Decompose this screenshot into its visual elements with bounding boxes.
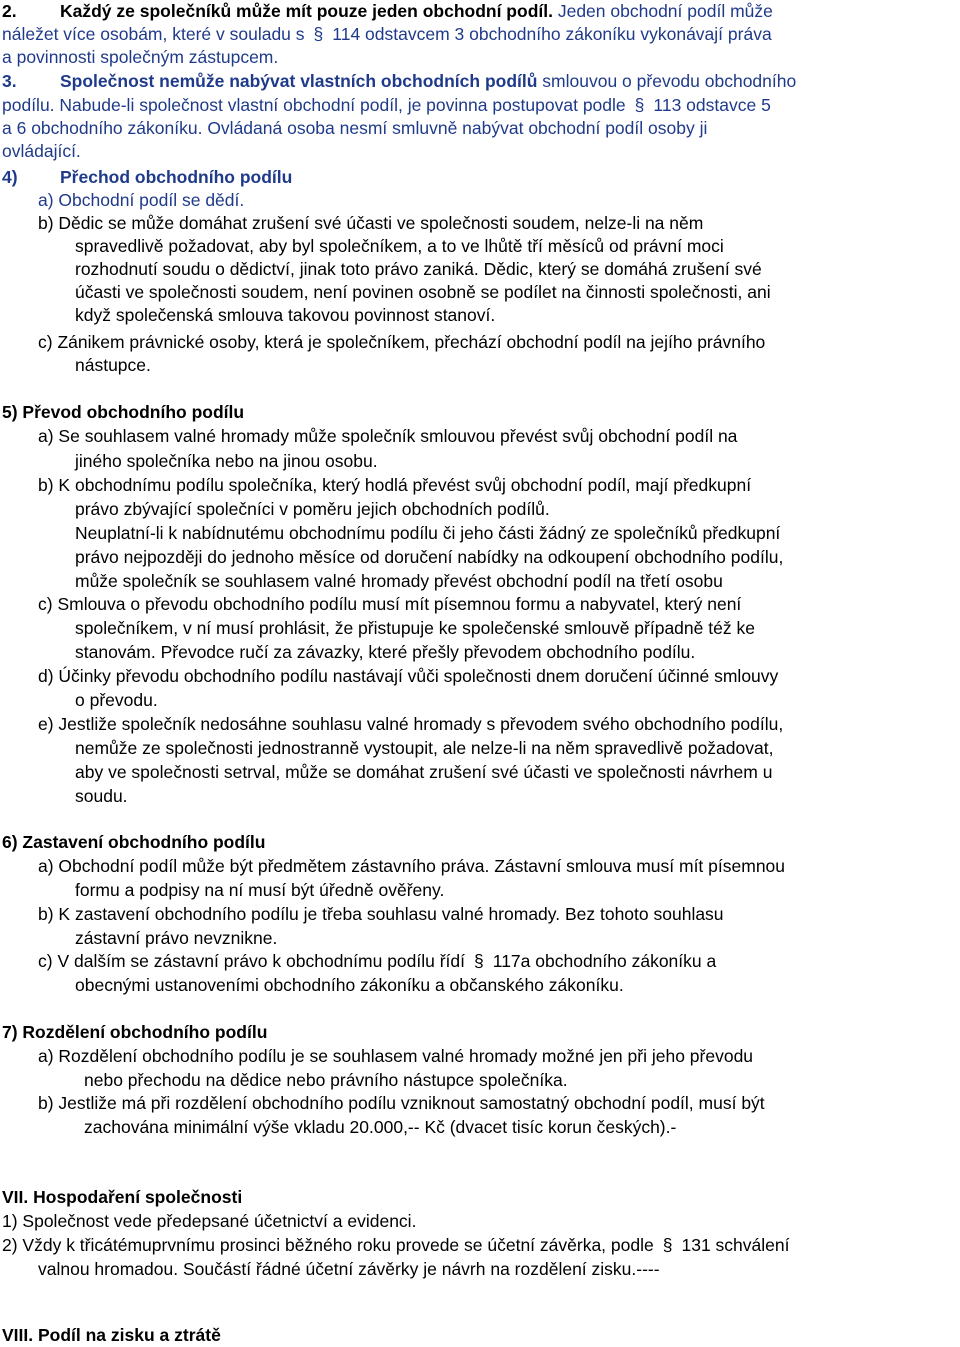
paragraph-text: Dědic, který se domáhá zrušení své xyxy=(483,259,762,279)
paragraph-3-line-2 xyxy=(2,94,771,117)
section-4-item-b-line-1: b) Dědic se může domáhat zrušení své účasti ve společnosti soudem, nelze-li na něm xyxy=(38,213,704,233)
paragraph-text: 114 odstavcem 3 obchodního zákoníku vykonávají práva xyxy=(332,24,772,44)
section-5-item-b-line-2: právo zbývající společníci v poměru jejich obchodních podílů. xyxy=(75,499,550,519)
section-viii-heading: VIII. Podíl na zisku a ztrátě xyxy=(2,1325,221,1345)
section-sign: § xyxy=(313,24,324,44)
section-5-item-e-line-2: nemůže ze společnosti jednostranně vystoupit, ale nelze-li na něm spravedlivě požadovat, xyxy=(75,738,774,758)
paragraph-text: Jeden obchodní podíl může xyxy=(557,1,773,21)
section-sign: § xyxy=(662,1235,673,1255)
section-7-item-b-line-1: b) Jestliže má při rozdělení obchodního podílu vzniknout samostatný obchodní podíl, musí být xyxy=(38,1093,765,1113)
heading-number: 4) xyxy=(2,167,18,187)
paragraph-3-line-1 xyxy=(2,70,797,93)
section-5-item-c-line-1: c) Smlouva o převodu obchodního podílu musí mít písemnou formu a nabyvatel, který není xyxy=(38,594,742,614)
paragraph-2-line-3: a povinnosti společným zástupcem. xyxy=(2,47,279,67)
paragraph-2-line-2 xyxy=(2,23,772,46)
section-6-item-c-line-1 xyxy=(38,950,716,973)
section-4-item-c-line-2: nástupce. xyxy=(75,355,151,375)
section-4-heading xyxy=(2,166,293,189)
section-6-item-b-line-2: zástavní právo nevznikne. xyxy=(75,928,278,948)
paragraph-text: Ovládaná osoba nesmí smluvně nabývat obchodní podíl osoby ji xyxy=(207,118,708,138)
paragraph-text: náležet více osobám, které v souladu s xyxy=(2,24,305,44)
heading-text: Přechod obchodního podílu xyxy=(60,167,293,187)
section-5-item-b-line-4: právo nejpozději do jednoho měsíce od doručení nabídky na odkoupení obchodního podílu, xyxy=(75,547,784,567)
section-5-item-a-line-1: a) Se souhlasem valné hromady může společník smlouvou převést svůj obchodní podíl na xyxy=(38,426,738,446)
paragraph-lead: Společnost nemůže nabývat vlastních obchodních podílů xyxy=(60,71,538,91)
section-5-item-e-line-3: aby ve společnosti setrval, může se domáhat zrušení své účasti ve společnosti návrhem u xyxy=(75,762,773,782)
section-4-item-a: a) Obchodní podíl se dědí. xyxy=(38,190,245,210)
paragraph-number: 3. xyxy=(2,71,17,91)
paragraph-text: a 6 obchodního zákoníku. xyxy=(2,118,203,138)
paragraph-3-line-4: ovládající. xyxy=(2,141,81,161)
section-7-item-b-line-2: zachována minimální výše vkladu 20.000,-- Kč (dvacet tisíc korun českých).- xyxy=(84,1117,677,1137)
section-5-heading: 5) Převod obchodního podílu xyxy=(2,402,245,422)
section-5-item-b-line-5: může společník se souhlasem valné hromady převést obchodní podíl na třetí osobu xyxy=(75,571,723,591)
section-5-item-c-line-3: stanovám. Převodce ručí za závazky, které přešly převodem obchodního podílu. xyxy=(75,642,696,662)
section-sign: § xyxy=(474,951,484,971)
paragraph-3-line-3 xyxy=(2,117,707,140)
paragraph-text: podílu. xyxy=(2,95,55,115)
paragraph-text: 131 schválení xyxy=(681,1235,790,1255)
section-4-item-b-line-5: když společenská smlouva takovou povinnost stanoví. xyxy=(75,305,496,325)
paragraph-text: Nabude-li společnost vlastní obchodní podíl, je povinna postupovat podle xyxy=(59,95,626,115)
section-sign: § xyxy=(634,95,645,115)
section-4-item-b-line-2: spravedlivě požadovat, aby byl společníkem, a to ve lhůtě tří měsíců od právní moci xyxy=(75,236,724,256)
section-6-item-c-line-2: obecnými ustanoveními obchodního zákoníku a občanského zákoníku. xyxy=(75,975,624,995)
paragraph-text: 113 odstavce 5 xyxy=(653,95,771,115)
section-vii-item-2-line-1 xyxy=(2,1234,789,1257)
paragraph-number: 2. xyxy=(2,1,17,21)
section-5-item-e-line-4: soudu. xyxy=(75,786,128,806)
section-vii-item-2-line-2: valnou hromadou. Součástí řádné účetní závěrky je návrh na rozdělení zisku.---- xyxy=(38,1259,660,1279)
section-5-item-c-line-2: společníkem, v ní musí prohlásit, že přistupuje ke společenské smlouvě případně též ke xyxy=(75,618,755,638)
section-vii-heading: VII. Hospodaření společnosti xyxy=(2,1187,243,1207)
paragraph-lead: Každý ze společníků může mít pouze jeden obchodní podíl. xyxy=(60,1,553,21)
section-5-item-a-line-2: jiného společníka nebo na jinou osobu. xyxy=(75,451,378,471)
section-5-item-e-line-1: e) Jestliže společník nedosáhne souhlasu valné hromady s převodem svého obchodního podílu, xyxy=(38,714,784,734)
section-7-item-a-line-1: a) Rozdělení obchodního podílu je se souhlasem valné hromady možné jen při jeho převodu xyxy=(38,1046,754,1066)
section-6-item-a-line-2: formu a podpisy na ní musí být úředně ověřeny. xyxy=(75,880,445,900)
section-5-item-d-line-2: o převodu. xyxy=(75,690,158,710)
paragraph-2-line-1 xyxy=(2,0,773,23)
section-4-item-b-line-3 xyxy=(75,258,762,281)
section-5-item-b-line-3: Neuplatní-li k nabídnutému obchodnímu podílu či jeho části žádný ze společníků předkupní xyxy=(75,523,781,543)
section-4-item-b-line-4: účasti ve společnosti soudem, není povinen osobně se podílet na činnosti společnosti, ani xyxy=(75,282,771,302)
section-4-item-c-line-1: c) Zánikem právnické osoby, která je společníkem, přechází obchodní podíl na jejího právního xyxy=(38,332,766,352)
section-6-item-a-line-1: a) Obchodní podíl může být předmětem zástavního práva. Zástavní smlouva musí mít písemnou xyxy=(38,856,786,876)
paragraph-text: 2) Vždy k třicátémuprvnímu prosinci běžného roku provede se účetní závěrka, podle xyxy=(2,1235,654,1255)
section-7-heading: 7) Rozdělení obchodního podílu xyxy=(2,1022,268,1042)
paragraph-text: smlouvou o převodu obchodního xyxy=(542,71,797,91)
section-5-item-b-line-1: b) K obchodnímu podílu společníka, který hodlá převést svůj obchodní podíl, mají předkupní xyxy=(38,475,752,495)
section-7-item-a-line-2: nebo přechodu na dědice nebo právního nástupce společníka. xyxy=(84,1070,568,1090)
paragraph-text: 117a obchodního zákoníku a xyxy=(492,951,717,971)
paragraph-text: rozhodnutí soudu o dědictví, jinak toto právo zaniká. xyxy=(75,259,479,279)
paragraph-text: c) V dalším se zástavní právo k obchodnímu podílu řídí xyxy=(38,951,466,971)
section-6-heading: 6) Zastavení obchodního podílu xyxy=(2,832,266,852)
section-5-item-d-line-1: d) Účinky převodu obchodního podílu nastávají vůči společnosti dnem doručení účinné smlouvy xyxy=(38,666,779,686)
section-6-item-b-line-1: b) K zastavení obchodního podílu je třeba souhlasu valné hromady. Bez tohoto souhlasu xyxy=(38,904,724,924)
section-vii-item-1: 1) Společnost vede předepsané účetnictví a evidenci. xyxy=(2,1211,417,1231)
